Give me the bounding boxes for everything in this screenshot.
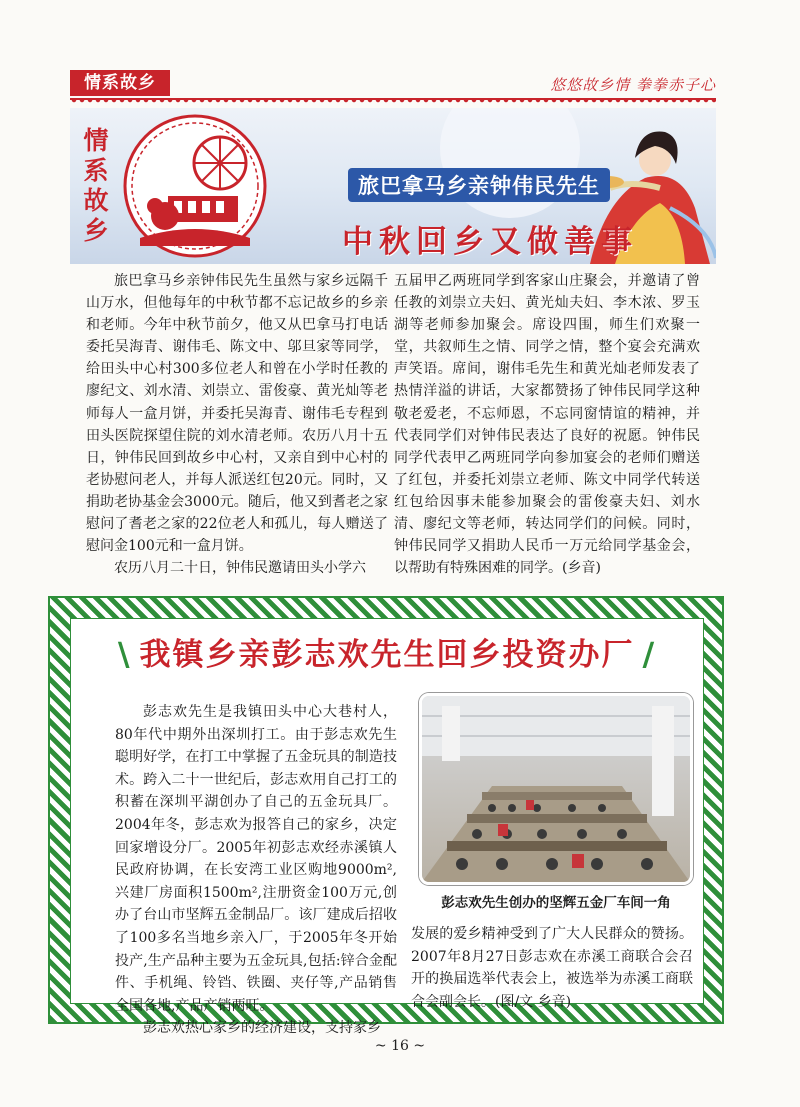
header-scallop-border xyxy=(70,100,716,107)
factory-workshop-photo xyxy=(419,693,693,885)
photo-caption: 彭志欢先生创办的坚辉五金厂车间一角 xyxy=(441,895,671,911)
article2-paragraph: 彭志欢先生是我镇田头中心大巷村人，80年代中期外出深圳打工。由于彭志欢先生聪明好学，在打工中掌握了五金玩具的制造技术。跨入二十一世纪后，彭志欢用自己打工的积蓄在深圳平湖创办了自己的五金玩具厂。2004年冬，彭志欢为报答自己的家乡，决定回家增设分厂。2005年初彭志欢经赤溪镇人民政府协调，在长安湾工业区购地9000m²,兴建厂房面积1500m²,注册资金100万元,创办了台山市坚辉五金制品厂。该厂建成后招收了100多名当地乡亲入厂，于2005年冬开始投产,生产品种主要为五金玩具,包括:锌合金配件、手机绳、铃铛、铁圈、夹仔等,产品销售全国各地,产品产销两旺。 xyxy=(115,704,397,1014)
article2-paragraph: 彭志欢热心家乡的经济建设，支持家乡 xyxy=(143,1020,381,1037)
title-slash-icon: \ xyxy=(117,635,132,673)
page-number: ~ 16 ~ xyxy=(374,1038,426,1054)
article-banner xyxy=(70,108,716,264)
banner-title: 中秋回乡又做善事 xyxy=(342,224,638,260)
title-slash-icon: / xyxy=(642,635,657,673)
article2-column-right xyxy=(411,923,693,1013)
article2-panel xyxy=(70,618,704,1037)
article1-column-right xyxy=(394,270,700,579)
article1-column-left xyxy=(86,270,388,579)
section-tag: 情系故乡 xyxy=(70,70,170,96)
article2-paragraph: 发展的爱乡精神受到了广大人民群众的赞扬。2007年8月27日彭志欢在赤溪工商联合会召开的换届选举代表会上，被选举为赤溪工商联合会副会长。(图/文 乡音) xyxy=(411,926,693,1010)
article2-column-left xyxy=(115,701,397,1040)
banner-vertical-title: 情系故乡 xyxy=(83,126,109,245)
article1-paragraph: 农历八月二十日，钟伟民邀请田头小学六 xyxy=(114,560,366,577)
paper-cut-waterwheel-icon xyxy=(125,116,265,256)
header-motto: 悠悠故乡情 拳拳赤子心 xyxy=(550,76,716,94)
article2-title-row xyxy=(71,629,703,674)
article1-paragraph: 旅巴拿马乡亲钟伟民先生虽然与家乡远隔千山万水，但他每年的中秋节都不忘记故乡的乡亲和老师。今年中秋节前夕，他又从巴拿马打电话委托吴海青、谢伟毛、陈文中、邬旦家等同学，给田头中心村300多位老人和曾在小学时任教的廖纪文、刘水清、刘崇立、雷俊豪、黄光灿等老师每人一盒月饼，并委托吴海青、谢伟毛专程到田头医院探望住院的刘水清老师。农历八月十五日，钟伟民回到故乡中心村，又亲自到中心村的老协慰问老人，并每人派送红包20元。同时，又捐助老协基金会3000元。随后，他又到耆老之家慰问了耆老之家的22位老人和孤儿，每人赠送了慰问金100元和一盒月饼。 xyxy=(86,273,388,555)
banner-subtitle: 旅巴拿马乡亲钟伟民先生 xyxy=(348,168,610,202)
article2-title: 我镇乡亲彭志欢先生回乡投资办厂 xyxy=(139,637,635,673)
article1-paragraph: 五届甲乙两班同学到客家山庄聚会，并邀请了曾任教的刘崇立夫妇、黄光灿夫妇、李木浓、罗玉湖等老师参加聚会。席设四围，师生们欢聚一堂，共叙师生之情、同学之情，整个宴会充满欢声笑语。席间，谢伟毛先生和黄光灿老师发表了热情洋溢的讲话，大家都赞扬了钟伟民同学这种敬老爱老，不忘师恩，不忘同窗情谊的精神，并代表同学们对钟伟民表达了良好的祝愿。钟伟民同学代表甲乙两班同学向参加宴会的老师们赠送了红包，并委托刘崇立老师、陈文中同学代转送红包给因事未能参加聚会的雷俊豪夫妇、刘水清、廖纪文等老师，转达同学们的问候。同时，钟伟民同学又捐助人民币一万元给同学基金会，以帮助有特殊困难的同学。(乡音) xyxy=(394,273,700,577)
article2-frame xyxy=(48,596,724,1037)
